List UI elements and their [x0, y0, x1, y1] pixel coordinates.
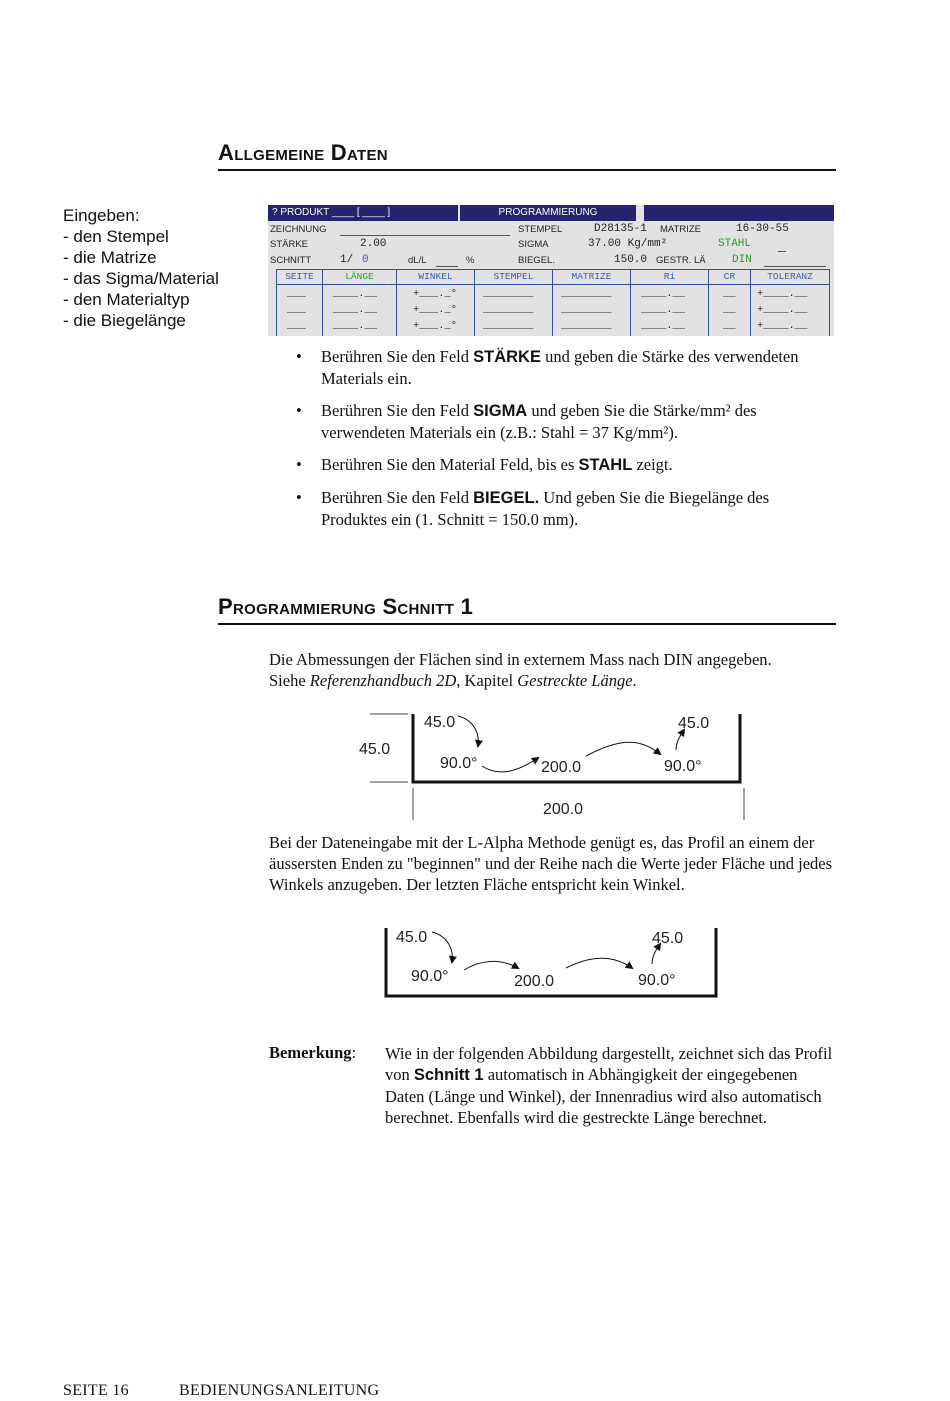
angle-right-label: 90.0°: [664, 758, 702, 775]
angle-left-label: 90.0°: [411, 968, 449, 985]
top-left-label: 45.0: [424, 714, 456, 731]
col-header-matrize: MATRIZE: [553, 270, 631, 285]
product-bar: ? PRODUKT ____ [ ____ ]: [268, 205, 458, 221]
col-header-winkel: WINKEL: [397, 270, 475, 285]
list-item: - das Sigma/Material: [63, 269, 219, 288]
top-right-label: 45.0: [652, 930, 684, 947]
angle-left-label: 90.0°: [440, 755, 478, 772]
gestr-field[interactable]: [764, 266, 826, 267]
col-header-toleranz: TOLERANZ: [751, 270, 829, 285]
din-field[interactable]: DIN: [732, 254, 752, 266]
schnitt-count: 0: [362, 254, 369, 266]
gestr-label: GESTR. LÄ: [656, 255, 706, 266]
col-header-seite: SEITE: [277, 270, 323, 285]
schnitt-field[interactable]: 1/: [340, 254, 354, 266]
table-row[interactable]: ___ ____.__ +___._° ________ ________ ____.__ __ +____.__: [287, 288, 808, 300]
matrize-label: MATRIZE: [660, 224, 701, 235]
col-header-laenge: LÄNGE: [323, 270, 397, 285]
staerke-label: STÄRKE: [270, 239, 309, 250]
list-item: Eingeben:: [63, 206, 140, 225]
section-table: [276, 269, 830, 336]
left-height-label: 45.0: [359, 741, 391, 758]
matrize-field[interactable]: 16-30-55: [736, 223, 789, 235]
zeichnung-label: ZEICHNUNG: [270, 224, 327, 235]
list-item: • Berühren Sie den Feld BIEGEL. Und geben Sie die Biegelänge des Produktes ein (1. Schnitt = 150.0 mm).: [296, 488, 770, 529]
list-item: - die Matrize: [63, 248, 157, 267]
biegel-field[interactable]: 150.0: [614, 254, 648, 266]
zeichnung-field[interactable]: [340, 235, 510, 236]
instruction-bullets: [296, 346, 826, 541]
footer-title: BEDIENUNGSANLEITUNG: [179, 1382, 380, 1399]
stempel-label: STEMPEL: [518, 224, 563, 235]
programming-screen-capture: [268, 205, 834, 336]
schnitt-label: SCHNITT: [270, 255, 312, 266]
col-header-ri: Ri: [631, 270, 709, 285]
materialtyp-field[interactable]: [778, 251, 786, 252]
stempel-field[interactable]: D28135-1: [594, 223, 647, 235]
note-text: Wie in der folgenden Abbildung dargestellt, zeichnet sich das Profil von Schnitt 1 automatisch in Abhängigkeit der eingegebenen Daten (Länge und Winkel), der Innenradius wird also automatisch berechnet. Ebenfalls wird die gestreckte Länge berechnet.: [385, 1044, 833, 1127]
programming-bar: PROGRAMMIERUNG: [460, 205, 636, 221]
top-left-label: 45.0: [396, 929, 428, 946]
section-heading-programmierung: Programmierung Schnitt 1: [218, 594, 836, 625]
biegel-label: BIEGEL.: [518, 255, 555, 266]
staerke-field[interactable]: 2.00: [360, 238, 387, 250]
paragraph-l-alpha: Bei der Dateneingabe mit der L-Alpha Methode genügt es, das Profil an einem der äussersten Enden zu "beginnen" und der Reihe nach die Werte jeder Fläche und jedes Winkels anzugeben. Der letzten Fläche entspricht kein Winkel.: [269, 833, 833, 894]
paragraph-dimensions: Die Abmessungen der Flächen sind in externem Mass nach DIN angegeben. Siehe Referenzhandbuch 2D, Kapitel Gestreckte Länge.: [269, 650, 772, 690]
list-item: - den Materialtyp: [63, 290, 190, 309]
footer-page-number: SEITE 16: [63, 1382, 129, 1399]
dl-field[interactable]: [436, 266, 458, 267]
angle-right-label: 90.0°: [638, 972, 676, 989]
dl-label: dL/L: [408, 255, 427, 266]
input-instructions-list: [63, 205, 219, 331]
section-heading-allgemeine-daten: Allgemeine Daten: [218, 140, 836, 171]
material-field[interactable]: STAHL: [718, 238, 752, 250]
base-label: 200.0: [514, 973, 555, 990]
note-label: Bemerkung:: [269, 1043, 357, 1062]
list-item: • Berühren Sie den Feld SIGMA und geben Sie die Stärke/mm² des verwendeten Materials ein (z.B.: Stahl = 37 Kg/mm²).: [296, 401, 757, 442]
base-label: 200.0: [541, 759, 582, 776]
list-item: • Berühren Sie den Material Feld, bis es STAHL zeigt.: [296, 455, 673, 474]
profile-diagram-dimensions: [350, 708, 770, 826]
status-bar: [644, 205, 834, 221]
sigma-field[interactable]: 37.00 Kg/mm²: [588, 238, 668, 250]
col-header-stempel: STEMPEL: [475, 270, 553, 285]
sigma-label: SIGMA: [518, 239, 549, 250]
table-row[interactable]: ___ ____.__ +___._° ________ ________ ____.__ __ +____.__: [287, 320, 808, 332]
table-row[interactable]: ___ ____.__ +___._° ________ ________ ____.__ __ +____.__: [287, 304, 808, 316]
list-item: - den Stempel: [63, 227, 169, 246]
col-header-cr: CR: [709, 270, 751, 285]
percent-label: %: [466, 255, 475, 266]
width-label: 200.0: [543, 801, 584, 818]
profile-diagram-l-alpha: [380, 922, 730, 1002]
list-item: • Berühren Sie den Feld STÄRKE und geben die Stärke des verwendeten Materials ein.: [296, 347, 799, 388]
list-item: - die Biegelänge: [63, 311, 186, 330]
top-right-label: 45.0: [678, 715, 710, 732]
